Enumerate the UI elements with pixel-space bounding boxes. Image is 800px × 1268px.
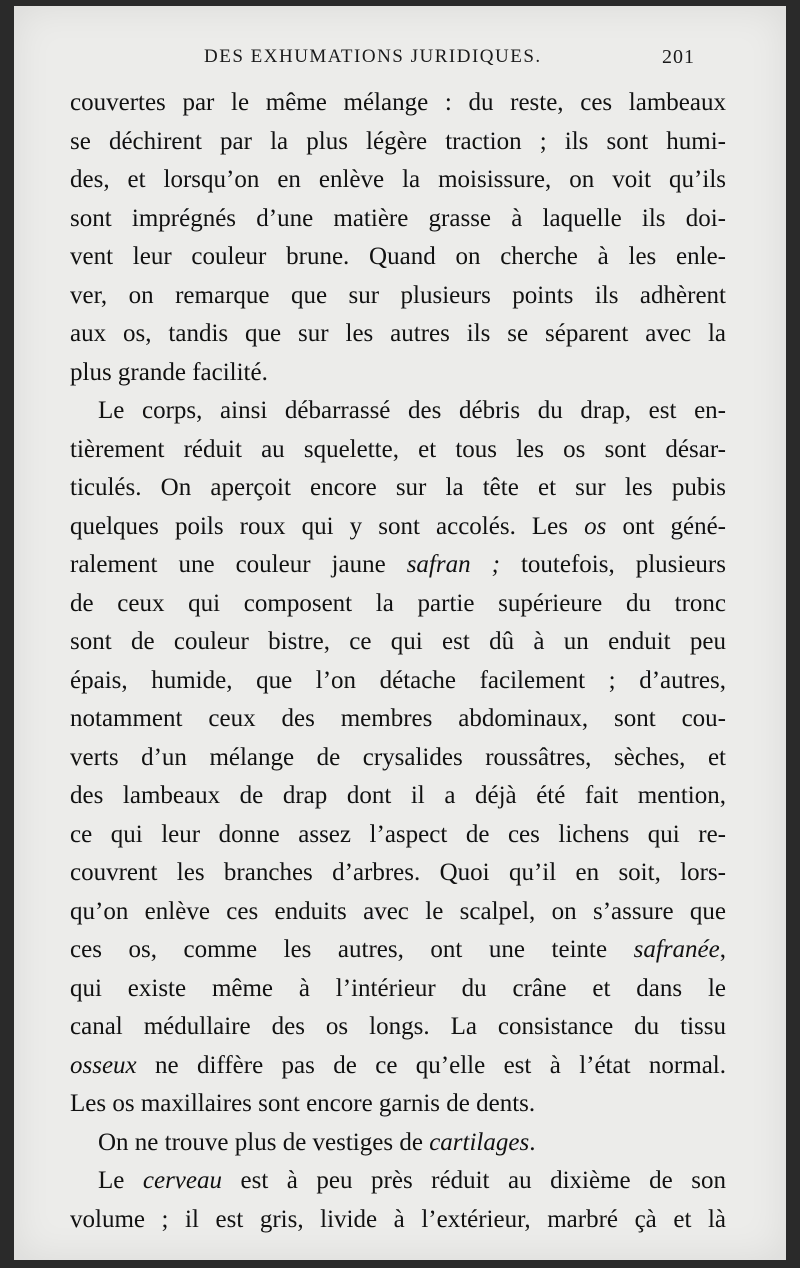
text-line [70, 777, 726, 816]
text-line [70, 623, 726, 662]
text-segment: sont de couleur bistre, ce qui est dû à un enduit peu [70, 628, 726, 655]
text-line [70, 1047, 726, 1086]
text-line [70, 315, 726, 354]
text-segment: volume ; il est gris, livide à l’extérieur, marbré çà et là [70, 1205, 726, 1233]
text-line [70, 238, 726, 277]
text-line [70, 1124, 726, 1163]
text-segment: sont imprégnés d’une matière grasse à laquelle ils doi- [70, 204, 726, 232]
text-line [70, 200, 726, 239]
text-line [70, 700, 726, 739]
text-segment: Le [98, 1167, 143, 1194]
text-segment: quelques poils roux qui y sont accolés. Les [70, 512, 585, 540]
text-segment: des, et lorsqu’on en enlève la moisissure, on voit qu’ils [70, 166, 726, 193]
text-segment: couvrent les branches d’arbres. Quoi qu’il en soit, lors- [70, 859, 726, 886]
italic-segment: safran ; [406, 551, 500, 578]
text-segment: ralement une couleur jaune [70, 551, 407, 578]
text-segment-after: ne diffère pas de ce qu’elle est à l’état normal. [136, 1051, 726, 1079]
text-line [70, 854, 726, 893]
running-head-title: DES EXHUMATIONS JURIDIQUES. [204, 46, 542, 67]
italic-segment: osseux [70, 1051, 137, 1079]
text-segment-after: ont géné- [606, 512, 726, 540]
italic-segment: cartilages [429, 1128, 530, 1156]
text-line [70, 469, 726, 508]
text-segment-after: est à peu près réduit au dixième de son [222, 1167, 726, 1194]
text-segment: des lambeaux de drap dont il a déjà été fait mention, [70, 782, 726, 809]
text-line [70, 1201, 726, 1240]
text-segment-after: . [529, 1128, 536, 1156]
text-segment: aux os, tandis que sur les autres ils se séparent avec la [70, 320, 726, 347]
text-line [70, 970, 726, 1009]
italic-segment: os [584, 512, 607, 540]
page-body-text [70, 84, 726, 1239]
text-line [70, 1085, 726, 1124]
text-segment: notamment ceux des membres abdominaux, sont cou- [70, 705, 726, 732]
text-line [70, 739, 726, 778]
text-segment: ver, on remarque que sur plusieurs points ils adhèrent [70, 281, 726, 309]
text-segment-after: toutefois, plusieurs [499, 551, 726, 578]
text-segment: Le corps, ainsi débarrassé des débris du drap, est en- [98, 397, 726, 424]
running-head [14, 46, 786, 76]
italic-segment: safranée [633, 936, 720, 963]
text-segment: tièrement réduit au squelette, et tous les os sont désar- [70, 435, 726, 463]
page-number: 201 [662, 46, 695, 68]
text-segment: ces os, comme les autres, ont une teinte [70, 936, 634, 963]
text-line [70, 1162, 726, 1201]
text-line [70, 662, 726, 701]
text-line [70, 585, 726, 624]
text-segment: verts d’un mélange de crysalides roussâtres, sèches, et [70, 743, 726, 771]
text-line [70, 931, 726, 970]
text-line [70, 1008, 726, 1047]
text-segment: plus grande facilité. [70, 358, 268, 386]
text-segment: se déchirent par la plus légère traction ; ils sont humi- [70, 127, 726, 155]
text-line [70, 277, 726, 316]
text-line [70, 161, 726, 200]
italic-segment: cerveau [142, 1167, 223, 1194]
text-line [70, 354, 726, 393]
text-segment-after: , [719, 936, 726, 963]
text-segment: de ceux qui composent la partie supérieure du tronc [70, 589, 726, 617]
text-segment: ticulés. On aperçoit encore sur la tête et sur les pubis [70, 474, 726, 501]
text-line [70, 431, 726, 470]
text-line [70, 546, 726, 585]
text-line [70, 84, 726, 123]
text-line [70, 893, 726, 932]
text-line [70, 123, 726, 162]
text-segment: couvertes par le même mélange : du reste, ces lambeaux [70, 89, 726, 116]
text-line [70, 508, 726, 547]
text-segment: Les os maxillaires sont encore garnis de dents. [70, 1090, 536, 1117]
book-page [14, 6, 786, 1260]
text-segment: ce qui leur donne assez l’aspect de ces lichens qui re- [70, 820, 726, 848]
text-segment: canal médullaire des os longs. La consistance du tissu [70, 1013, 726, 1040]
text-segment: qui existe même à l’intérieur du crâne et dans le [70, 974, 726, 1002]
text-line [70, 816, 726, 855]
text-segment: On ne trouve plus de vestiges de [98, 1128, 430, 1156]
text-line [70, 392, 726, 431]
text-segment: vent leur couleur brune. Quand on cherche à les enle- [70, 243, 726, 270]
text-segment: qu’on enlève ces enduits avec le scalpel, on s’assure que [70, 897, 726, 925]
text-segment: épais, humide, que l’on détache facilement ; d’autres, [70, 666, 726, 694]
